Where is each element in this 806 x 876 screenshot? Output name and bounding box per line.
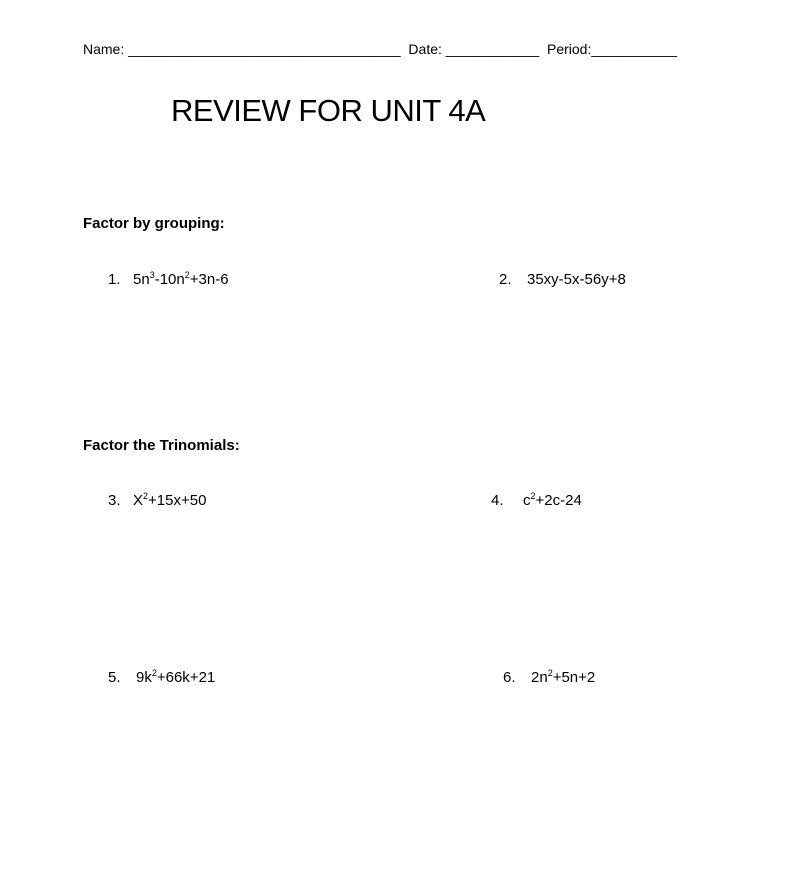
problem-expression: $X^2+15x+50$	[133, 491, 207, 509]
problem-5	[108, 669, 215, 686]
problem-expression: $c^2+2c-24$	[523, 491, 582, 509]
problem-expression: $2n^2+5n+2$	[531, 668, 596, 686]
problem-number: 5.	[108, 669, 121, 686]
problem-1	[108, 271, 229, 288]
page-title: REVIEW FOR UNIT 4A	[171, 93, 486, 128]
problem-4	[491, 492, 582, 509]
problem-number: 4.	[491, 492, 504, 509]
problem-expression: $5n^3-10n^2+3n-6$	[133, 270, 229, 288]
date-label: Date:	[408, 41, 442, 57]
problem-2	[499, 271, 626, 288]
problem-number: 2.	[499, 271, 512, 288]
student-info-line	[83, 41, 677, 57]
date-blank: ____________	[445, 41, 540, 57]
problem-number: 6.	[503, 669, 516, 686]
problem-3	[108, 492, 206, 509]
section-heading-grouping: Factor by grouping:	[83, 215, 225, 232]
problem-6	[503, 669, 595, 686]
period-label: Period:	[547, 41, 592, 57]
section-heading-trinomials: Factor the Trinomials:	[83, 437, 240, 454]
problem-number: 3.	[108, 492, 121, 509]
problem-number: 1.	[108, 271, 121, 288]
name-label: Name:	[83, 41, 125, 57]
problem-expression: 35xy-5x-56y+8	[527, 271, 626, 288]
period-blank: ___________	[591, 41, 678, 57]
name-blank: ___________________________________	[128, 41, 401, 57]
problem-expression: $9k^2+66k+21$	[136, 668, 216, 686]
